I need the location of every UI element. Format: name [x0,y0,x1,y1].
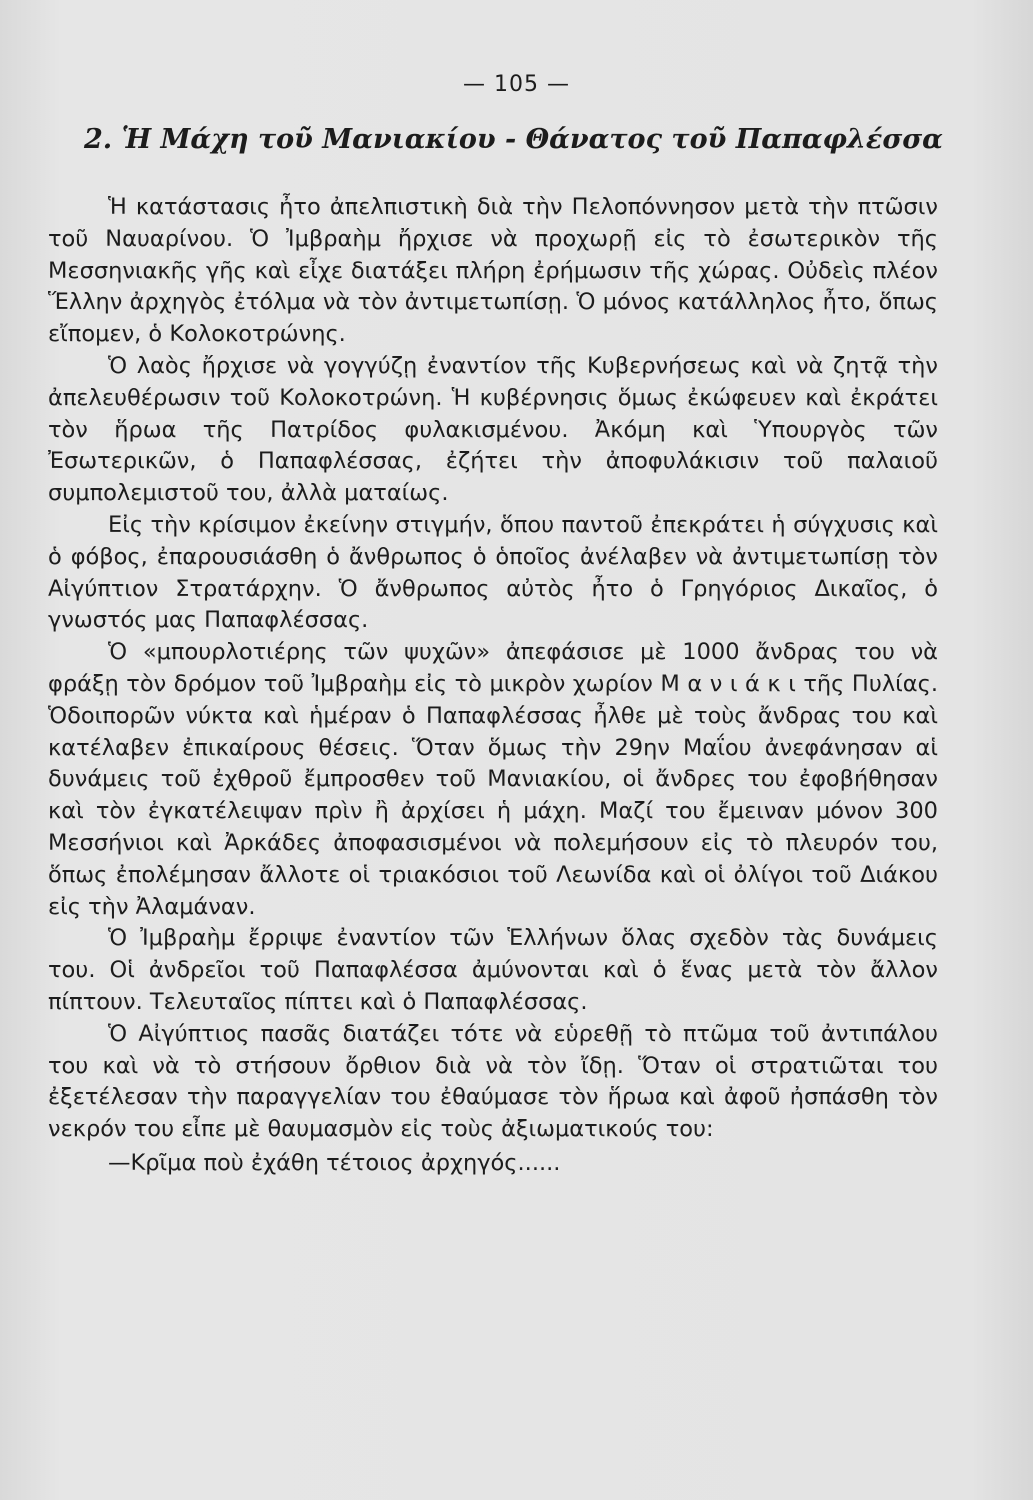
body-text [48,192,938,1180]
paragraph-5: Ὁ Ἰμβραὴμ ἔρριψε ἐναντίον τῶν Ἑλλήνων ὅλας σχεδὸν τὰς δυνάμεις του. Οἱ ἀνδρεῖοι τοῦ Παπαφλέσσα ἀμύνονται καὶ ὁ ἕνας μετὰ τὸν ἄλλον πίπτουν. Τελευταῖος πίπτει καὶ ὁ Παπαφλέσσας. [48,925,938,1015]
closing-quote: —Κρῖμα ποὺ ἐχάθη τέτοιος ἀρχηγός...... [108,1149,561,1176]
page-number: — 105 — [463,72,570,97]
paragraph-4: Ὁ «μπουρλοτιέρης τῶν ψυχῶν» ἀπεφάσισε μὲ 1000 ἄνδρας του νὰ φράξῃ τὸν δρόμον τοῦ Ἰμβραὴμ εἰς τὸ μικρὸν χωρίον Μ α ν ι ά κ ι τῆς Πυλίας. Ὁδοιπορῶν νύκτα καὶ ἡμέραν ὁ Παπαφλέσσας ἦλθε μὲ τοὺς ἄνδρας του καὶ κατέλαβεν ἐπικαίρους θέσεις. Ὅταν ὅμως τὴν 29ην Μαΐου ἀνεφάνησαν αἱ δυνάμεις τοῦ ἐχθροῦ ἔμπροσθεν τοῦ Μανιακίου, οἱ ἄνδρες του ἐφοβήθησαν καὶ τὸν ἐγκατέλειψαν πρὶν ἢ ἀρχίσει ἡ μάχη. Μαζί του ἔμειναν μόνον 300 Μεσσήνιοι καὶ Ἀρκάδες ἀποφασισμένοι νὰ πολεμήσουν εἰς τὸ πλευρόν του, ὅπως ἐπολέμησαν ἄλλοτε οἱ τριακόσιοι τοῦ Λεωνίδα καὶ οἱ ὀλίγοι τοῦ Διάκου εἰς τὴν Ἀλαμάναν. [48,639,938,920]
paragraph-3: Εἰς τὴν κρίσιμον ἐκείνην στιγμήν, ὅπου παντοῦ ἐπεκράτει ἡ σύγχυσις καὶ ὁ φόβος, ἐπαρουσιάσθη ὁ ἄνθρωπος ὁ ὁποῖος ἀνέλαβεν νὰ ἀντιμετωπίσῃ τὸν Αἰγύπτιον Στρατάρχην. Ὁ ἄνθρωπος αὐτὸς ἦτο ὁ Γρηγόριος Δικαῖος, ὁ γνωστός μας Παπαφλέσσας. [48,511,938,634]
chapter-title: 2. Ἡ Μάχη τοῦ Μανιακίου - Θάνατος τοῦ Παπαφλέσσα [84,124,943,155]
paragraph-6: Ὁ Αἰγύπτιος πασᾶς διατάζει τότε νὰ εὑρεθῇ τὸ πτῶμα τοῦ ἀντιπάλου του καὶ νὰ τὸ στήσουν ὄρθιον διὰ νὰ τὸν ἴδῃ. Ὅταν οἱ στρατιῶται του ἐξετέλεσαν τὴν παραγγελίαν του ἐθαύμασε τὸν ἥρωα καὶ ἀφοῦ ἠσπάσθη τὸν νεκρόν του εἶπε μὲ θαυμασμὸν εἰς τοὺς ἀξιωματικούς του: [48,1020,938,1143]
paragraph-1: Ἡ κατάστασις ἦτο ἀπελπιστικὴ διὰ τὴν Πελοπόννησον μετὰ τὴν πτῶσιν τοῦ Ναυαρίνου. Ὁ Ἰμβραὴμ ἤρχισε νὰ προχωρῇ εἰς τὸ ἐσωτερικὸν τῆς Μεσσηνιακῆς γῆς καὶ εἶχε διατάξει πλήρη ἐρήμωσιν τῆς χώρας. Οὐδεὶς πλέον Ἕλλην ἀρχηγὸς ἐτόλμα νὰ τὸν ἀντιμετωπίσῃ. Ὁ μόνος κατάλληλος ἦτο, ὅπως εἴπομεν, ὁ Κολοκοτρώνης. [48,194,938,348]
paragraph-2: Ὁ λαὸς ἤρχισε νὰ γογγύζῃ ἐναντίον τῆς Κυβερνήσεως καὶ νὰ ζητᾷ τὴν ἀπελευθέρωσιν τοῦ Κολοκοτρώνη. Ἡ κυβέρνησις ὅμως ἐκώφευεν καὶ ἐκράτει τὸν ἥρωα τῆς Πατρίδος φυλακισμένου. Ἀκόμη καὶ Ὑπουργὸς τῶν Ἐσωτερικῶν, ὁ Παπαφλέσσας, ἐζήτει τὴν ἀποφυλάκισιν τοῦ παλαιοῦ συμπολεμιστοῦ του, ἀλλὰ ματαίως. [48,352,938,507]
